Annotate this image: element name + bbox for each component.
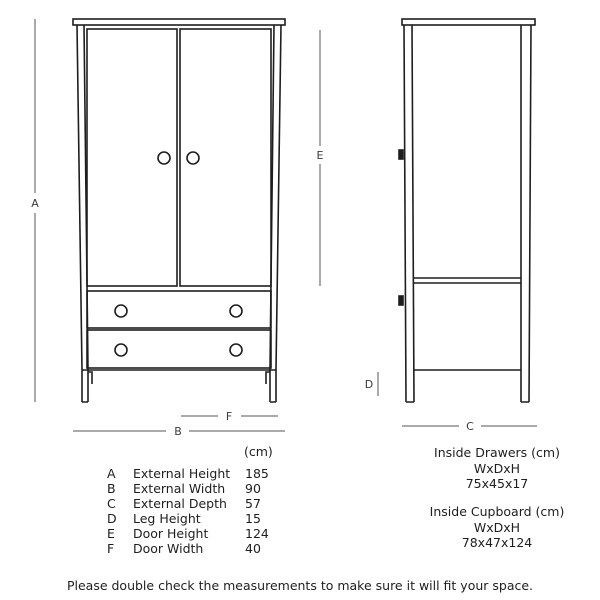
right-door [180, 29, 271, 286]
inside-cupboard-value: 78x47x124 [461, 535, 533, 550]
footer-note: Please double check the measurements to make sure it will fit your space. [66, 578, 534, 593]
front-view [73, 19, 285, 402]
side-top-cap [402, 19, 535, 25]
left-door-knob [158, 152, 170, 164]
hinge-lower [399, 296, 403, 305]
row-value: 124 [245, 526, 269, 541]
row-label: Door Height [133, 526, 209, 541]
row-letter: E [107, 526, 115, 541]
inside-cupboard-format: WxDxH [473, 519, 521, 535]
row-label: External Height [133, 466, 231, 481]
left-door [87, 29, 177, 286]
inside-drawers-block [402, 445, 592, 492]
upper-drawer-knob-left [115, 305, 127, 317]
row-letter: A [107, 466, 116, 481]
inside-cupboard-title: Inside Cupboard (cm) [429, 504, 565, 519]
right-door-knob [187, 152, 199, 164]
upper-drawer-knob-right [230, 305, 242, 317]
dim-label-e: E [316, 149, 324, 162]
row-value: 90 [245, 481, 261, 496]
table-unit-header: (cm) [244, 444, 273, 459]
front-top-cap [73, 19, 285, 25]
row-letter: D [107, 511, 117, 526]
dim-label-f: F [225, 410, 233, 423]
row-label: External Width [133, 481, 226, 496]
row-letter: C [107, 496, 116, 511]
row-value: 185 [245, 466, 269, 481]
hinge-upper [399, 150, 403, 159]
inside-drawers-value: 75x45x17 [465, 476, 529, 491]
side-view [399, 19, 535, 402]
inside-drawers-format: WxDxH [473, 460, 521, 476]
row-letter: F [107, 541, 115, 556]
lower-drawer-knob-right [230, 344, 242, 356]
dim-label-c: C [466, 420, 474, 433]
row-label: Leg Height [133, 511, 201, 526]
inside-cupboard-block [402, 504, 592, 551]
dim-label-d: D [364, 378, 374, 391]
row-value: 15 [245, 511, 261, 526]
lower-drawer-knob-left [115, 344, 127, 356]
inside-drawers-title: Inside Drawers (cm) [434, 445, 560, 460]
row-value: 40 [245, 541, 261, 556]
dim-label-b: B [174, 425, 182, 438]
side-front-post [404, 25, 414, 402]
dimension-letters [31, 149, 474, 438]
row-letter: B [107, 481, 116, 496]
row-label: External Depth [133, 496, 227, 511]
dim-label-a: A [31, 197, 39, 210]
row-value: 57 [245, 496, 261, 511]
row-label: Door Width [133, 541, 204, 556]
side-back-post [521, 25, 531, 402]
